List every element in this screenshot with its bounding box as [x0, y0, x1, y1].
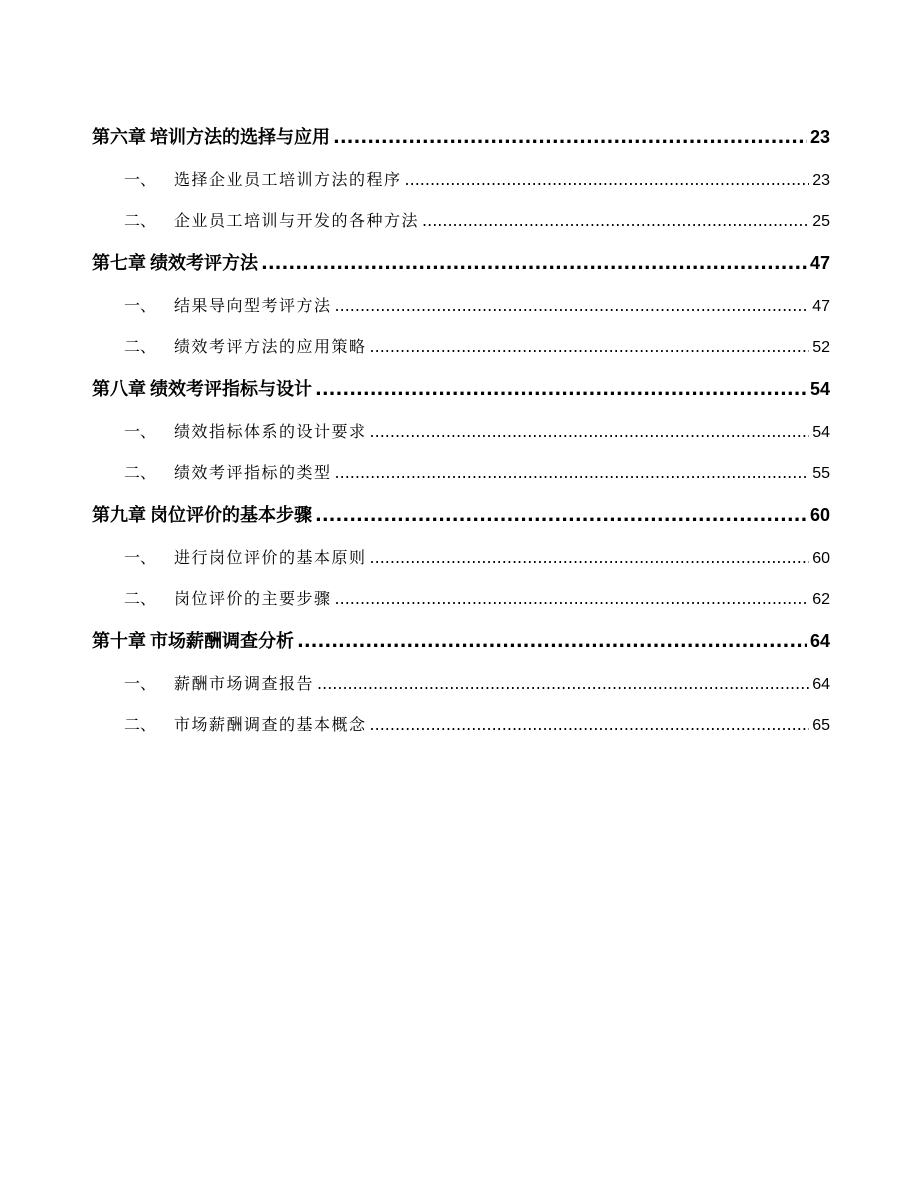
chapter-number: 第十章	[92, 631, 146, 652]
section-number: 一、	[124, 170, 157, 189]
page-number: 25	[812, 213, 830, 230]
dot-leader	[333, 116, 807, 160]
toc-section[interactable]	[92, 411, 830, 452]
chapter-title: 绩效考评方法	[150, 253, 258, 274]
page-number: 64	[809, 631, 830, 651]
dot-leader	[335, 285, 810, 326]
section-number: 一、	[124, 296, 157, 315]
chapter-title: 培训方法的选择与应用	[150, 127, 330, 148]
dot-leader	[315, 368, 807, 412]
section-title: 薪酬市场调查报告	[174, 674, 315, 693]
chapter-title: 绩效考评指标与设计	[150, 379, 312, 400]
section-title: 选择企业员工培训方法的程序	[174, 170, 402, 189]
page-number: 47	[809, 253, 830, 273]
chapter-title: 市场薪酬调查分析	[150, 631, 294, 652]
section-title: 绩效指标体系的设计要求	[174, 422, 367, 441]
toc-section[interactable]	[92, 200, 830, 241]
dot-leader	[370, 537, 810, 578]
page-number: 60	[812, 550, 830, 567]
toc-chapter-7[interactable]	[92, 241, 830, 285]
chapter-title: 岗位评价的基本步骤	[150, 505, 312, 526]
section-title: 绩效考评指标的类型	[174, 463, 332, 482]
toc-chapter-10[interactable]	[92, 619, 830, 663]
dot-leader	[370, 326, 810, 367]
page-number: 64	[812, 676, 830, 693]
section-number: 二、	[124, 337, 157, 356]
chapter-number: 第六章	[92, 127, 146, 148]
toc-section[interactable]	[92, 285, 830, 326]
page-number: 54	[809, 379, 830, 399]
toc-chapter-9[interactable]	[92, 493, 830, 537]
chapter-number: 第七章	[92, 253, 146, 274]
toc-section[interactable]	[92, 159, 830, 200]
dot-leader	[297, 620, 807, 664]
page-number: 23	[812, 172, 830, 189]
section-title: 岗位评价的主要步骤	[174, 589, 332, 608]
section-title: 结果导向型考评方法	[174, 296, 332, 315]
page-number: 55	[812, 465, 830, 482]
section-number: 一、	[124, 548, 157, 567]
dot-leader	[315, 494, 807, 538]
page-number: 23	[809, 127, 830, 147]
dot-leader	[335, 578, 810, 619]
page-number: 47	[812, 298, 830, 315]
page-number: 54	[812, 424, 830, 441]
dot-leader	[335, 452, 810, 493]
section-number: 二、	[124, 715, 157, 734]
dot-leader	[317, 663, 809, 704]
toc-section[interactable]	[92, 704, 830, 745]
section-title: 进行岗位评价的基本原则	[174, 548, 367, 567]
section-number: 一、	[124, 422, 157, 441]
toc-section[interactable]	[92, 537, 830, 578]
toc-section[interactable]	[92, 452, 830, 493]
toc-section[interactable]	[92, 663, 830, 704]
section-number: 二、	[124, 463, 157, 482]
toc-section[interactable]	[92, 578, 830, 619]
section-title: 市场薪酬调查的基本概念	[174, 715, 367, 734]
section-number: 一、	[124, 674, 157, 693]
dot-leader	[370, 704, 810, 745]
section-title: 企业员工培训与开发的各种方法	[174, 211, 420, 230]
page-number: 65	[812, 717, 830, 734]
page-number: 60	[809, 505, 830, 525]
section-number: 二、	[124, 589, 157, 608]
page-number: 52	[812, 339, 830, 356]
dot-leader	[261, 242, 807, 286]
table-of-contents	[92, 115, 830, 745]
chapter-number: 第八章	[92, 379, 146, 400]
toc-chapter-6[interactable]	[92, 115, 830, 159]
section-number: 二、	[124, 211, 157, 230]
page-number: 62	[812, 591, 830, 608]
dot-leader	[370, 411, 810, 452]
section-title: 绩效考评方法的应用策略	[174, 337, 367, 356]
toc-chapter-8[interactable]	[92, 367, 830, 411]
dot-leader	[422, 200, 809, 241]
chapter-number: 第九章	[92, 505, 146, 526]
dot-leader	[405, 159, 810, 200]
toc-section[interactable]	[92, 326, 830, 367]
